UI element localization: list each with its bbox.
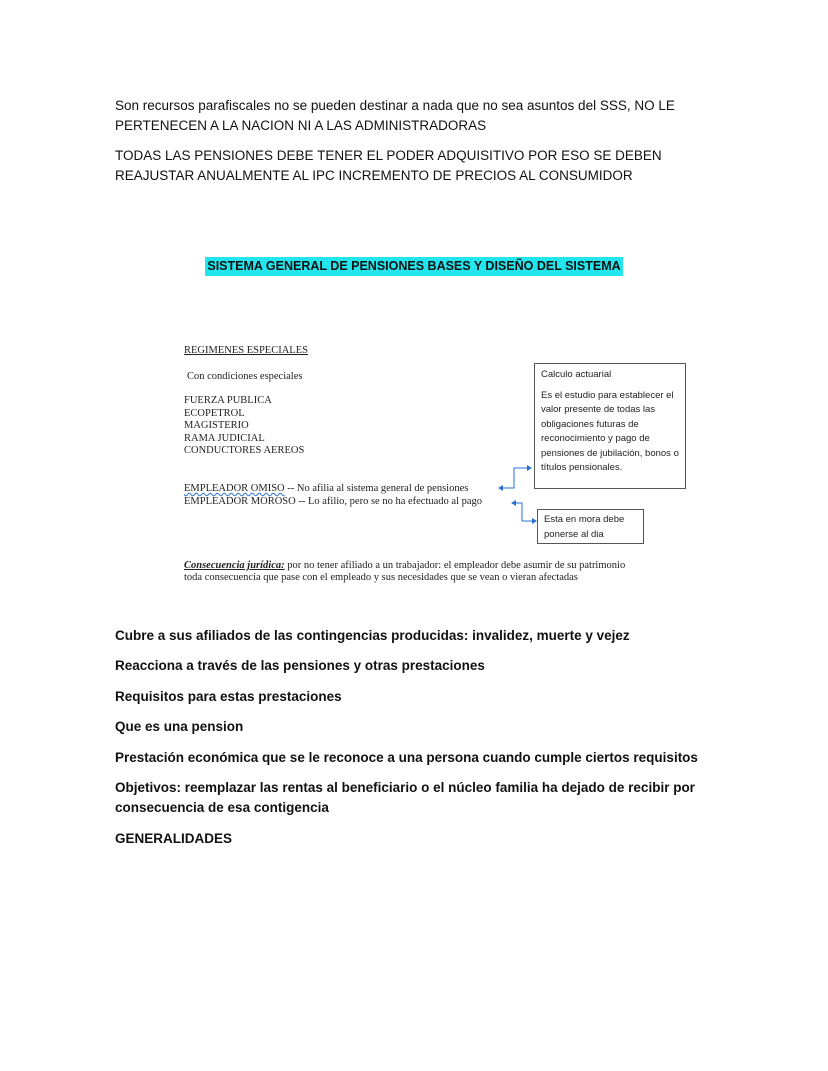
regime-item: MAGISTERIO (184, 420, 249, 431)
point-line: Cubre a sus afiliados de las contingencias producidas: invalidez, muerte y vejez (115, 628, 630, 643)
arrow-to-calculo (503, 468, 527, 488)
consequence-paragraph (184, 560, 644, 584)
regime-item: CONDUCTORES AEREOS (184, 445, 305, 456)
calculo-actuarial-title: Calculo actuarial (541, 369, 612, 380)
arrowhead-mora (532, 518, 537, 524)
consequence-text: por no tener afiliado a un trabajador: el empleador debe asumir de su patrimonio toda consecuencia que pase con el empleado y sus necesidades que se vean o vieran afectadas (184, 560, 626, 583)
intro-paragraph-2: TODAS LAS PENSIONES DEBE TENER EL PODER ADQUISITIVO POR ESO SE DEBEN REAJUSTAR ANUALMENTE AL IPC INCREMENTO DE PRECIOS AL CONSUMIDOR (115, 148, 662, 183)
point-line: Reacciona a través de las pensiones y otras prestaciones (115, 658, 485, 673)
point-line: Prestación económica que se le reconoce a una persona cuando cumple ciertos requisitos (115, 750, 698, 765)
intro-paragraph-1: Son recursos parafiscales no se pueden destinar a nada que no sea asuntos del SSS, NO LE PERTENECEN A LA NACION NI A LAS ADMINISTRADORAS (115, 98, 675, 133)
regime-item: RAMA JUDICIAL (184, 432, 265, 444)
employer-moroso-label: EMPLEADOR MOROSO -- (184, 496, 306, 507)
employer-moroso-text: Lo afilio, pero se no ha efectuado al pago (305, 496, 483, 507)
arrowhead-omiso (498, 485, 503, 491)
point-line: GENERALIDADES (115, 831, 233, 846)
arrowhead-calculo (527, 465, 532, 471)
point-line: Requisitos para estas prestaciones (115, 689, 342, 704)
regime-item: FUERZA PUBLICA (184, 395, 272, 406)
point-line: Objetivos: reemplazar las rentas al beneficiario o el núcleo familia ha dejado de recibir por consecuencia de esa contigencia (115, 780, 695, 815)
mora-box: Esta en mora debe ponerse al dia (537, 509, 644, 544)
arrow-to-mora (516, 503, 532, 521)
regime-item: ECOPETROL (184, 407, 245, 419)
arrowhead-moroso (511, 500, 516, 506)
consequence-label: Consecuencia jurídica: (184, 560, 285, 571)
section-title: SISTEMA GENERAL DE PENSIONES BASES Y DISEÑO DEL SISTEMA (205, 257, 622, 276)
diagram-heading: REGIMENES ESPECIALES (184, 345, 308, 356)
employer-omiso-label: EMPLEADOR OMISO (184, 483, 285, 494)
calculo-actuarial-body: Es el estudio para establecer el valor presente de todas las obligaciones futuras de reconocimiento y pago de pensiones de jubilación, bonos o títulos pensionales. (541, 389, 679, 473)
diagram-subheading: Con condiciones especiales (187, 371, 303, 382)
employer-omiso-text: -- No afilia al sistema general de pensiones (284, 483, 469, 494)
point-line: Que es una pension (115, 719, 244, 734)
